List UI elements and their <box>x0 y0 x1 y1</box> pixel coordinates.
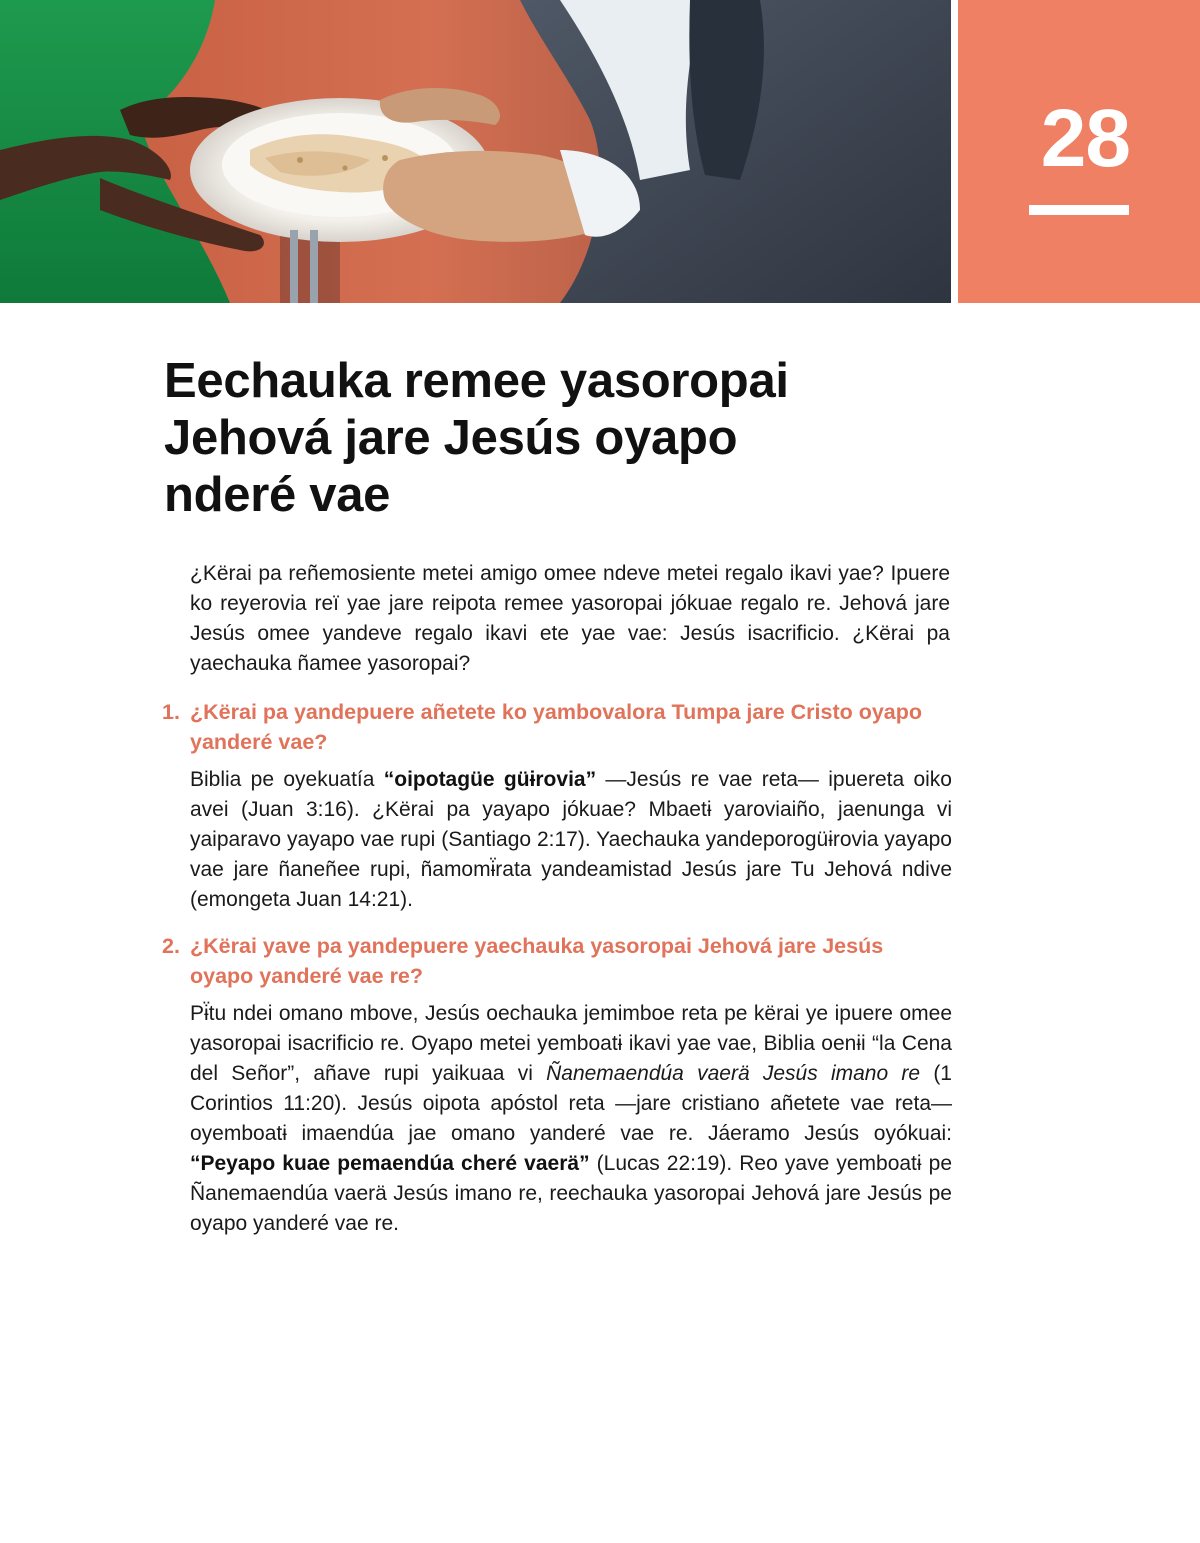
lesson-number-underline <box>1029 205 1129 215</box>
paragraph-text: (1 Corintios 11:20). Jesús oipota apóstol reta —jare cristiano añetete vae reta— oyemboatɨ imaendúa jae omano yanderé vae re. Jáeramo Jesús oyókuai: <box>190 1062 952 1145</box>
section-question <box>162 697 952 757</box>
lesson-number-box <box>958 0 1200 303</box>
header-photo <box>0 0 951 303</box>
lesson-number: 28 <box>1040 93 1130 184</box>
section-1 <box>162 697 952 915</box>
page-title: Eechauka remee yasoropai Jehová jare Jesús oyapo nderé vae <box>164 354 789 522</box>
paragraph-text: —Jesús re vae reta— ipuereta oiko avei (Juan 3:16). ¿Kërai pa yayapo jókuae? Mbaetɨ yaroviaiño, jaenunga vi yaiparavo yayapo vae rupi (Santiago 2:17). Yaechauka yandeporogüɨrovia yayapo vae jare ñaneñee rupi, ñamomɨ̈rata yandeamistad Jesús jare Tu Jehová ndive (emongeta Juan 14:21). <box>190 768 952 911</box>
question-number: 2. <box>162 934 180 958</box>
paragraph-text: Pɨ̈tu ndei omano mbove, Jesús oechauka jemimboe reta pe kërai ye ipuere omee yasoropai isacrificio re. Oyapo metei yemboatɨ ikavi yae vae, Biblia oenɨi “la Cena del Señor”, añave rupi yaikuaa vi <box>190 1002 952 1085</box>
section-2 <box>162 931 952 1239</box>
question-number: 1. <box>162 700 180 724</box>
section-paragraph <box>190 999 952 1239</box>
paragraph-text: Biblia pe oyekuatía <box>190 768 384 791</box>
paragraph-text: (Lucas 22:19). Reo yave yemboatɨ pe Ñanemaendúa vaerä Jesús imano re, reechauka yasoropai Jehová jare Jesús pe oyapo yanderé vae re. <box>190 1152 953 1235</box>
question-text: ¿Kërai yave pa yandepuere yaechauka yasoropai Jehová jare Jesús oyapo yanderé vae re? <box>190 934 884 988</box>
question-text: ¿Kërai pa yandepuere añetete ko yambovalora Tumpa jare Cristo oyapo yanderé vae? <box>190 700 923 754</box>
section-question <box>162 931 952 991</box>
section-paragraph <box>190 765 952 915</box>
italic-title: Ñanemaendúa vaerä Jesús imano re <box>546 1062 921 1085</box>
intro-paragraph: ¿Kërai pa reñemosiente metei amigo omee ndeve metei regalo ikavi yae? Ipuere ko reyerovia reï yae jare reipota remee yasoropai jókuae regalo re. Jehová jare Jesús omee yandeve regalo ikavi ete yae vae: Jesús isacrificio. ¿Kërai pa yaechauka ñamee yasoropai? <box>190 562 950 675</box>
bold-quote: “oipotagüe güɨrovia” <box>383 768 597 791</box>
bold-quote: “Peyapo kuae pemaendúa cheré vaerä” <box>190 1152 590 1175</box>
